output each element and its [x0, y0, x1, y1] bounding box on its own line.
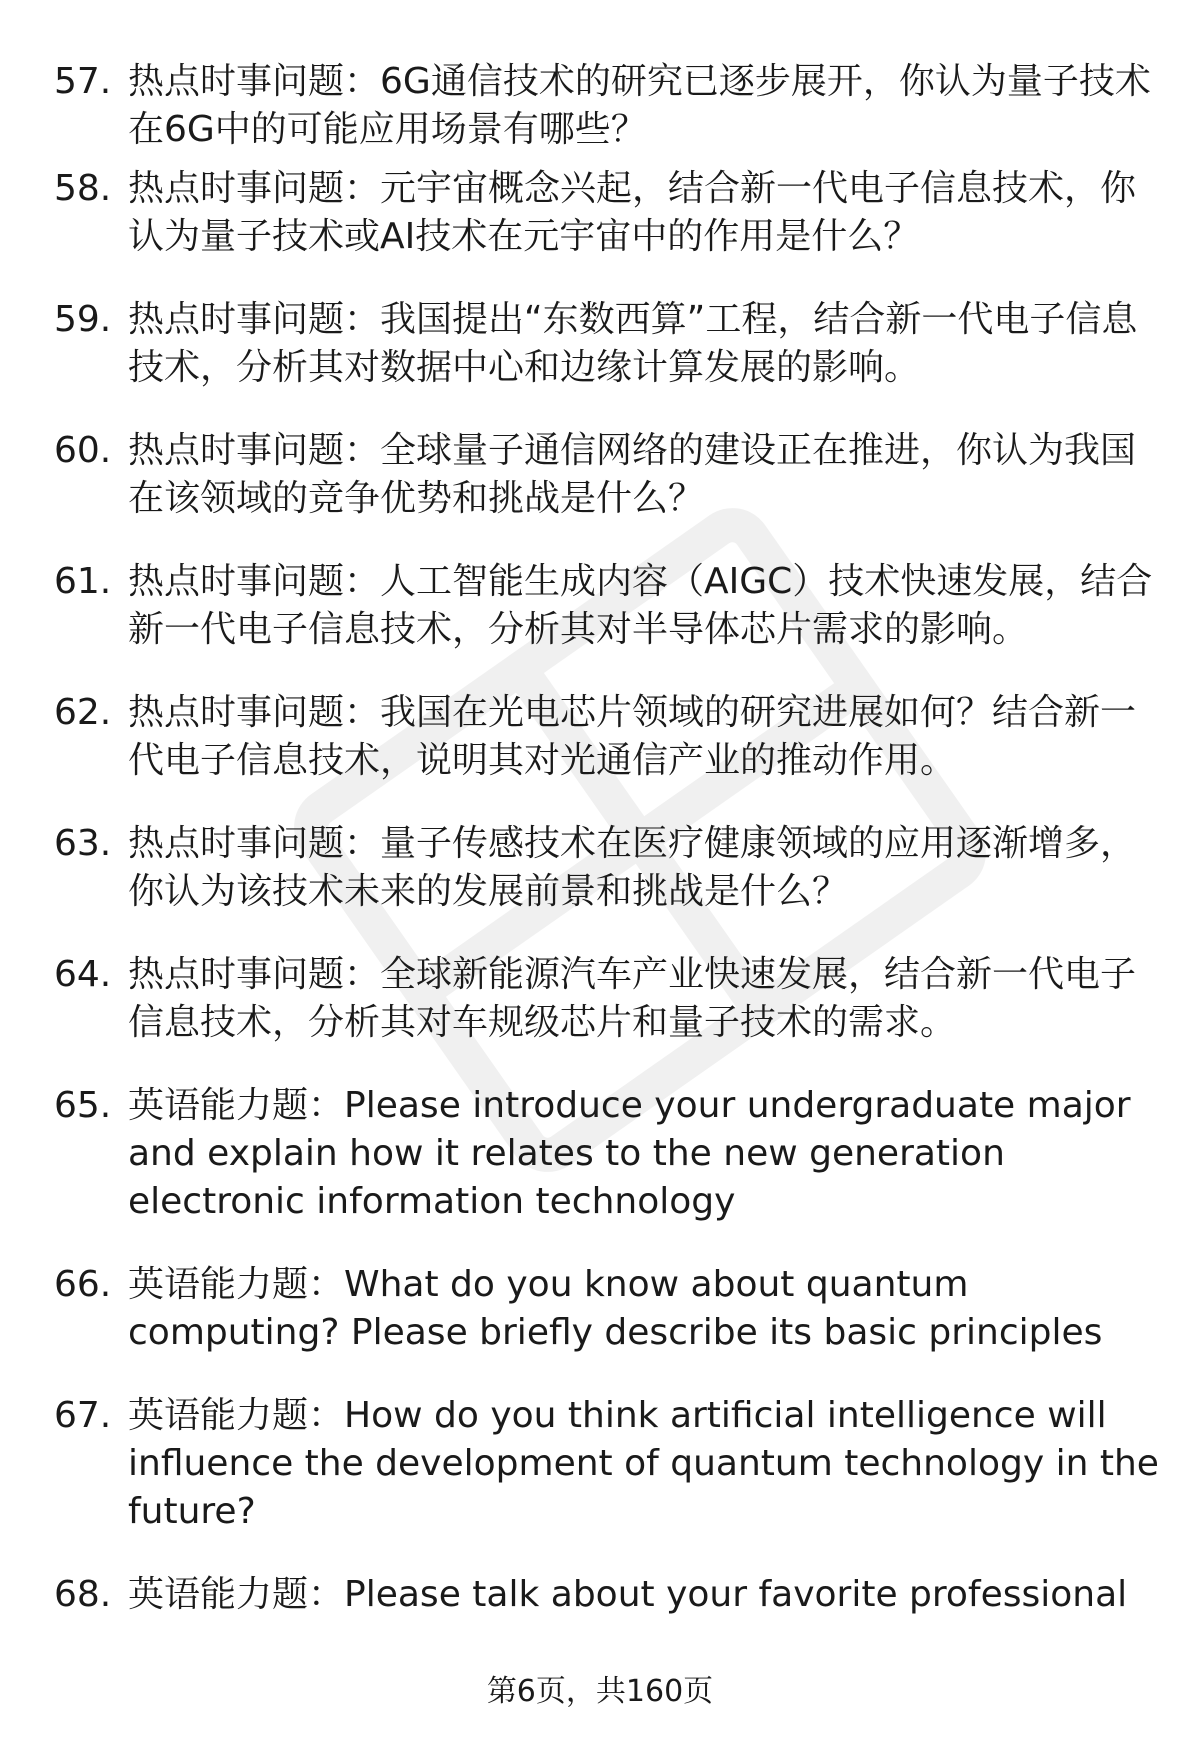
question-category: 热点时事问题：	[128, 299, 381, 340]
question-item	[54, 951, 1164, 1082]
question-category: 英语能力题：	[128, 1264, 345, 1305]
question-item	[54, 820, 1164, 951]
question-category: 英语能力题：	[128, 1574, 345, 1615]
question-body	[128, 1392, 1164, 1536]
question-body	[128, 820, 1164, 916]
question-category: 英语能力题：	[128, 1085, 345, 1126]
question-category: 热点时事问题：	[128, 692, 381, 733]
question-number: 61.	[54, 561, 112, 602]
question-number: 64.	[54, 954, 112, 995]
question-item	[54, 296, 1164, 427]
question-item	[54, 427, 1164, 558]
question-text: Please talk about your favorite professional	[344, 1574, 1128, 1615]
question-text: 量子传感技术在医疗健康领域的应用逐渐增多，你认为该技术未来的发展前景和挑战是什么？	[128, 823, 1137, 912]
question-category: 热点时事问题：	[128, 430, 381, 471]
question-text: Please introduce your undergraduate major and explain how it relates to the new generation electronic information technology	[128, 1085, 1131, 1222]
question-text: 6G通信技术的研究已逐步展开，你认为量子技术在6G中的可能应用场景有哪些？	[128, 61, 1151, 150]
question-text: What do you know about quantum computing? Please briefly describe its basic principles	[128, 1264, 1103, 1353]
question-text: 我国提出“东数西算”工程，结合新一代电子信息技术，分析其对数据中心和边缘计算发展的影响。	[128, 299, 1138, 388]
question-category: 热点时事问题：	[128, 61, 381, 102]
question-category: 热点时事问题：	[128, 954, 381, 995]
question-body	[128, 689, 1164, 785]
question-category: 热点时事问题：	[128, 168, 381, 209]
question-text: 全球新能源汽车产业快速发展，结合新一代电子信息技术，分析其对车规级芯片和量子技术的需求。	[128, 954, 1137, 1043]
question-number: 59.	[54, 299, 112, 340]
question-item	[54, 165, 1164, 296]
question-number: 65.	[54, 1085, 112, 1126]
question-number: 60.	[54, 430, 112, 471]
question-body	[128, 427, 1164, 523]
question-category: 英语能力题：	[128, 1395, 345, 1436]
question-text: 人工智能生成内容（AIGC）技术快速发展，结合新一代电子信息技术，分析其对半导体芯片需求的影响。	[128, 561, 1153, 650]
question-item	[54, 1571, 1164, 1619]
question-category: 热点时事问题：	[128, 561, 381, 602]
question-text: 我国在光电芯片领域的研究进展如何？结合新一代电子信息技术，说明其对光通信产业的推动作用。	[128, 692, 1137, 781]
question-number: 67.	[54, 1395, 112, 1436]
question-text: 元宇宙概念兴起，结合新一代电子信息技术，你认为量子技术或AI技术在元宇宙中的作用是什么？	[128, 168, 1137, 257]
question-category: 热点时事问题：	[128, 823, 381, 864]
question-number: 63.	[54, 823, 112, 864]
question-item	[54, 558, 1164, 689]
question-list	[54, 58, 1164, 1619]
question-item	[54, 1082, 1164, 1261]
question-number: 57.	[54, 61, 112, 102]
question-body	[128, 951, 1164, 1047]
question-body	[128, 1082, 1164, 1226]
question-body	[128, 1261, 1164, 1357]
question-text: How do you think artificial intelligence will influence the development of quantum technology in the future?	[128, 1395, 1159, 1532]
question-body	[128, 58, 1164, 154]
question-body	[128, 165, 1164, 261]
page-number-footer: 第6页，共160页	[486, 1674, 714, 1709]
question-number: 66.	[54, 1264, 112, 1305]
question-number: 58.	[54, 168, 112, 209]
question-number: 62.	[54, 692, 112, 733]
question-number: 68.	[54, 1574, 112, 1615]
question-item	[54, 1392, 1164, 1571]
question-item	[54, 1261, 1164, 1392]
question-body	[128, 558, 1164, 654]
question-body	[128, 296, 1164, 392]
question-item	[54, 58, 1164, 165]
question-body	[128, 1571, 1164, 1619]
question-text: 全球量子通信网络的建设正在推进，你认为我国在该领域的竞争优势和挑战是什么？	[128, 430, 1137, 519]
question-item	[54, 689, 1164, 820]
